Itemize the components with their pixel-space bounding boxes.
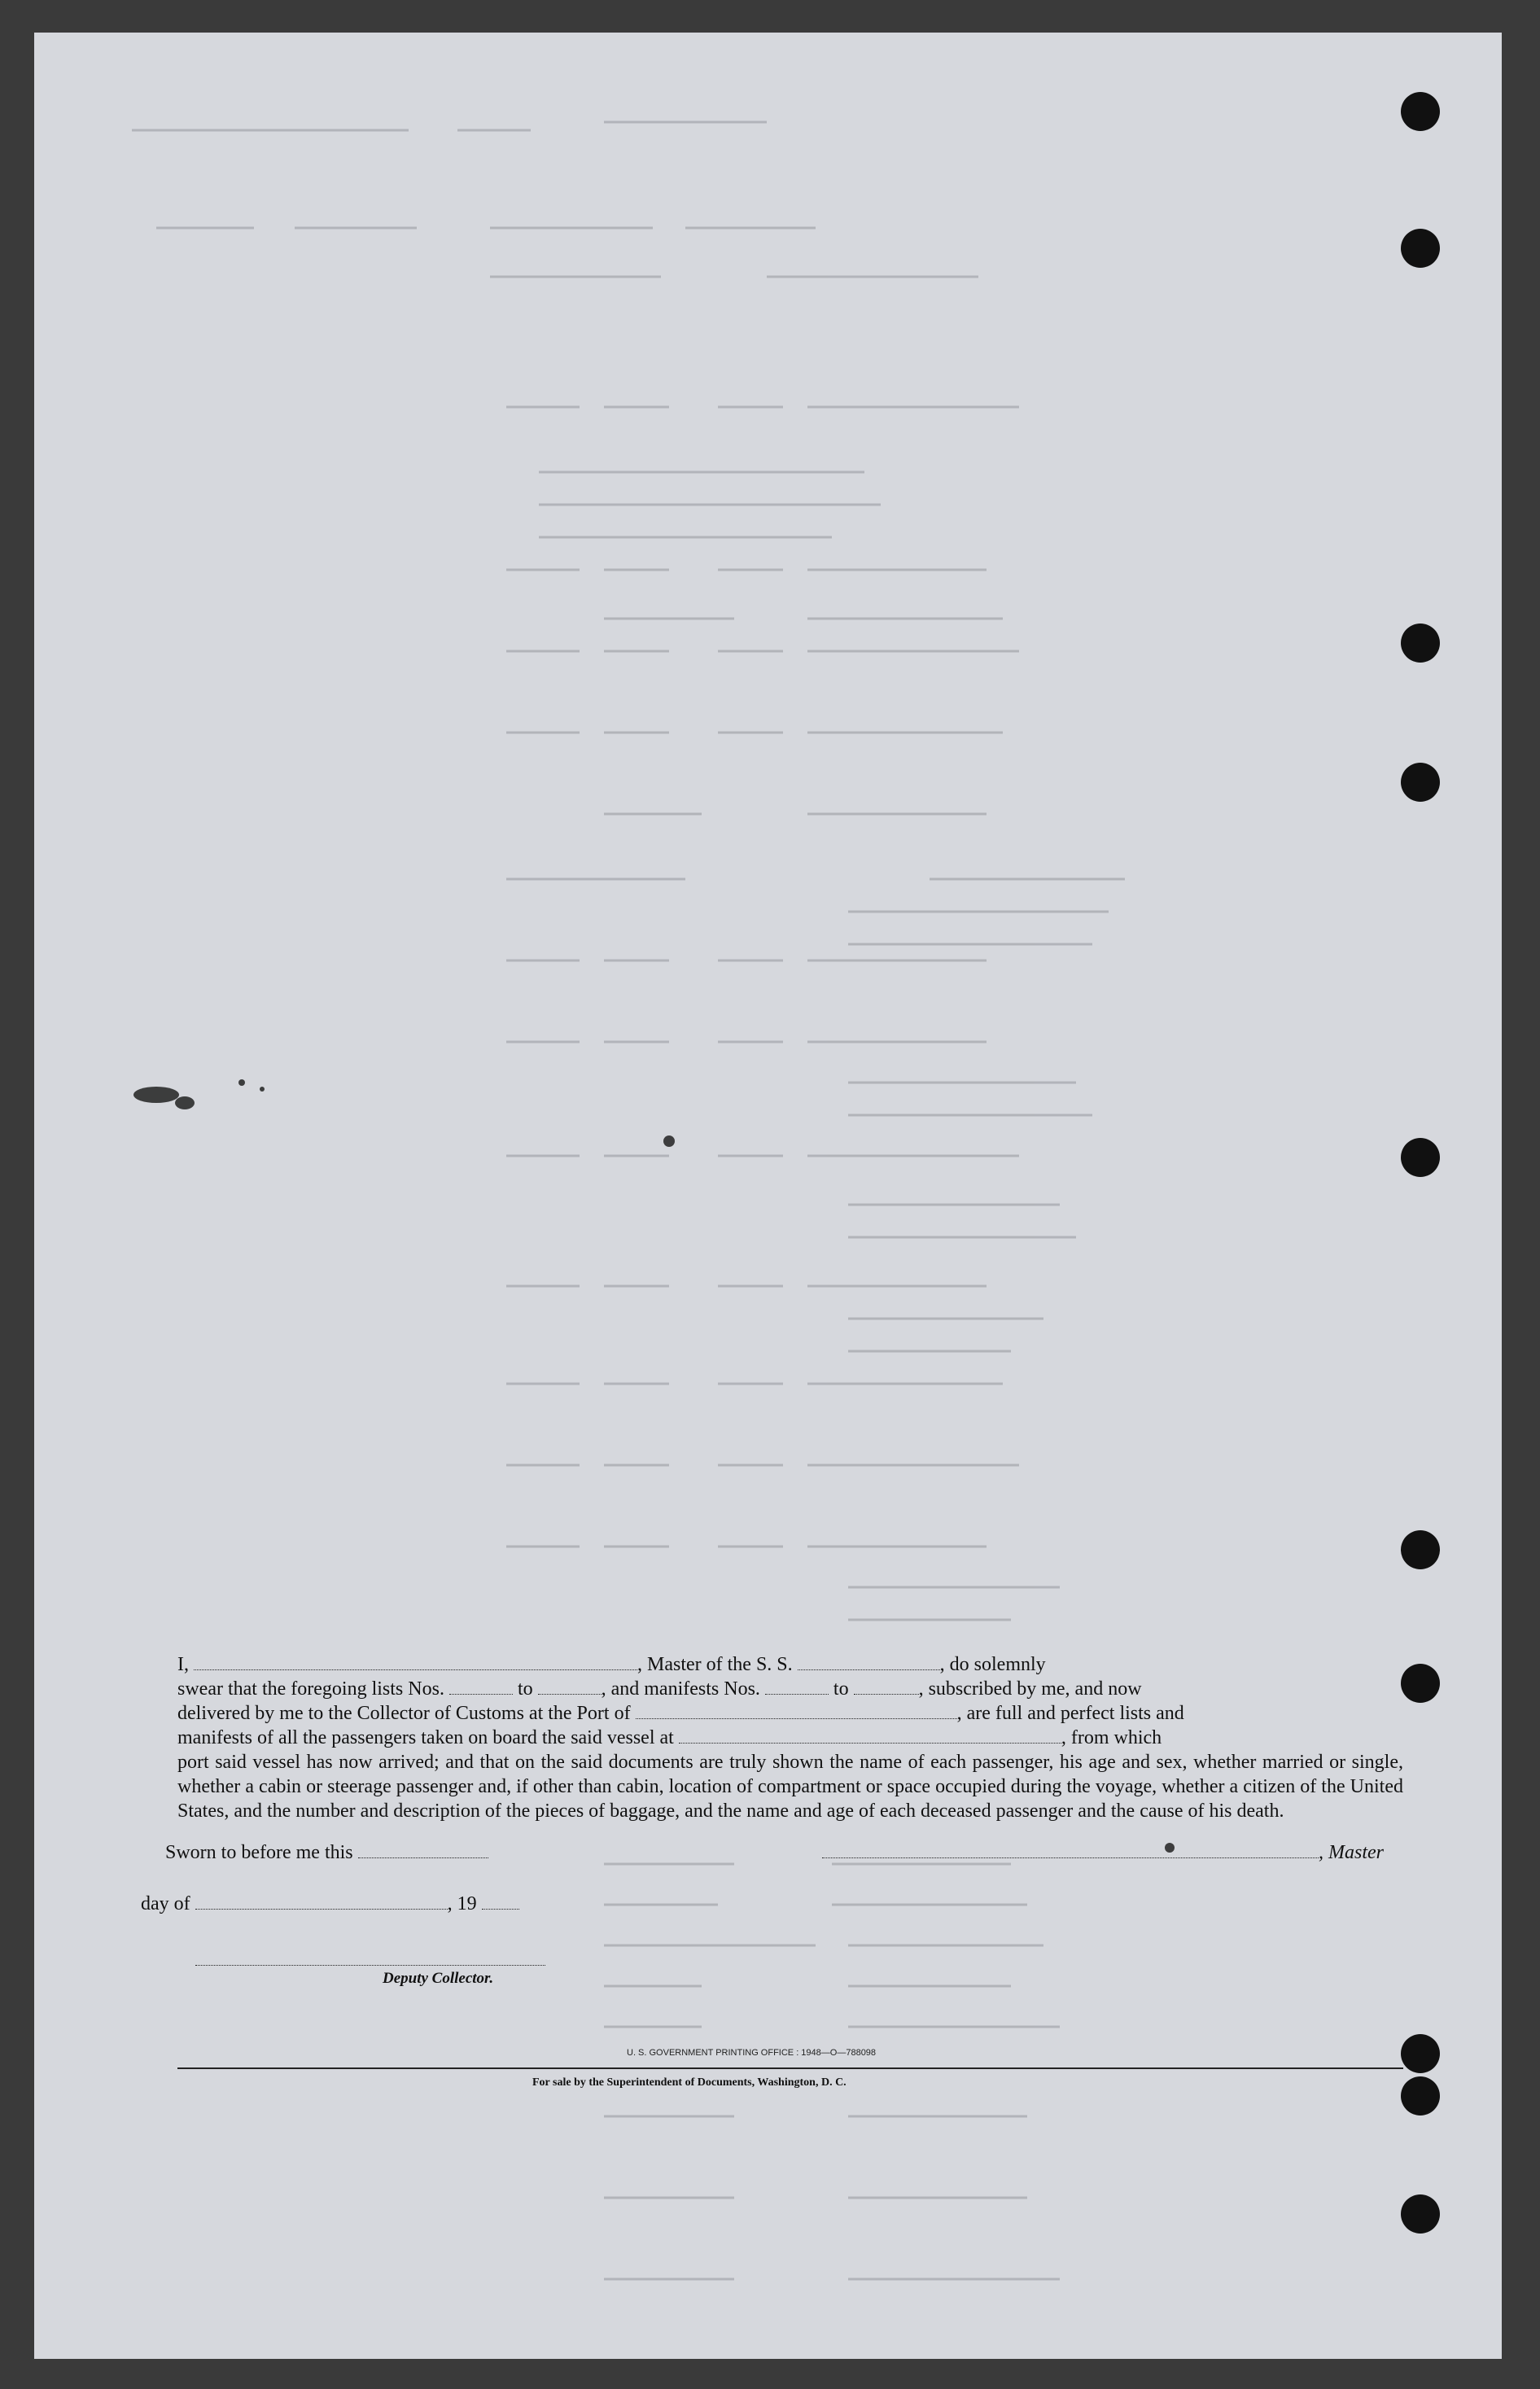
deputy-signature-blank — [195, 1950, 545, 1966]
manifest-page — [34, 33, 1502, 2359]
manifest-to-blank — [854, 1678, 919, 1695]
oath-line-3 — [177, 1701, 1403, 1726]
oath-paragraph — [177, 1652, 1403, 1823]
ship-name-blank — [798, 1653, 940, 1670]
manifest-from-blank — [765, 1678, 829, 1695]
binder-hole — [1401, 92, 1440, 131]
oath-subscribed: , subscribed by me, and now — [918, 1678, 1142, 1700]
binder-hole — [1401, 624, 1440, 663]
bleed-through-texture — [34, 33, 1502, 2359]
list-to-blank — [538, 1678, 602, 1695]
oath-port-of: delivered by me to the Collector of Customs at the Port of — [177, 1703, 631, 1724]
deputy-row — [195, 1950, 545, 1966]
binder-hole — [1401, 1664, 1440, 1703]
master-name-blank — [194, 1653, 637, 1670]
day-of-row: day of , 19 — [141, 1893, 519, 1915]
master-label: , Master — [1319, 1842, 1384, 1863]
list-from-blank — [449, 1678, 513, 1695]
master-signature-blank — [822, 1843, 1319, 1858]
oath-vessel-at: manifests of all the passengers taken on board the said vessel at — [177, 1727, 674, 1748]
oath-line-4 — [177, 1726, 1403, 1750]
oath-line-2 — [177, 1677, 1403, 1701]
oath-full-perfect: , are full and perfect lists and — [956, 1703, 1184, 1724]
printing-office-note: U. S. GOVERNMENT PRINTING OFFICE : 1948—O—788098 — [627, 2048, 877, 2058]
binder-hole — [1401, 2034, 1440, 2073]
binder-hole — [1401, 229, 1440, 268]
binder-hole — [1401, 2076, 1440, 2116]
binder-hole — [1401, 2194, 1440, 2234]
oath-from-which: , from which — [1061, 1727, 1162, 1748]
sworn-label: Sworn to before me this — [165, 1842, 353, 1863]
day-of-blank — [195, 1894, 448, 1910]
oath-line-1 — [177, 1652, 1403, 1677]
oath-body: port said vessel has now arrived; and that on the said documents are truly shown the name of each passenger, his age and sex, whether married or single, whether a cabin or steerage passenger and, if other than cabin, location of compartment or space occupied during the voyage, whether a citizen of the United States, and the number and description of the pieces of baggage, and the name and age of each deceased passenger and the cause of his death. — [177, 1752, 1403, 1822]
binder-hole — [1401, 763, 1440, 802]
oath-master-of-ss: , Master of the S. S. — [637, 1654, 793, 1675]
binder-hole — [1401, 1138, 1440, 1177]
oath-to-2: to — [833, 1678, 849, 1700]
oath-i: I, — [177, 1654, 189, 1675]
deputy-collector-label: Deputy Collector. — [383, 1970, 494, 1987]
oath-lists-nos: swear that the foregoing lists Nos. — [177, 1678, 444, 1700]
binder-hole — [1401, 1530, 1440, 1569]
oath-solemnly: , do solemnly — [939, 1654, 1046, 1675]
port-blank — [636, 1702, 957, 1719]
sworn-row — [165, 1842, 488, 1864]
year-blank — [482, 1894, 519, 1910]
sale-note: For sale by the Superintendent of Documents, Washington, D. C. — [532, 2076, 847, 2089]
oath-to-1: to — [517, 1678, 533, 1700]
departure-port-blank — [679, 1726, 1061, 1744]
oath-manifests-nos: , and manifests Nos. — [601, 1678, 760, 1700]
footer-rule — [177, 2067, 1403, 2069]
day-of-label: day of — [141, 1893, 190, 1914]
master-signature-row — [822, 1842, 1384, 1864]
year-prefix: 19 — [457, 1893, 477, 1914]
sworn-date-blank — [358, 1843, 488, 1858]
